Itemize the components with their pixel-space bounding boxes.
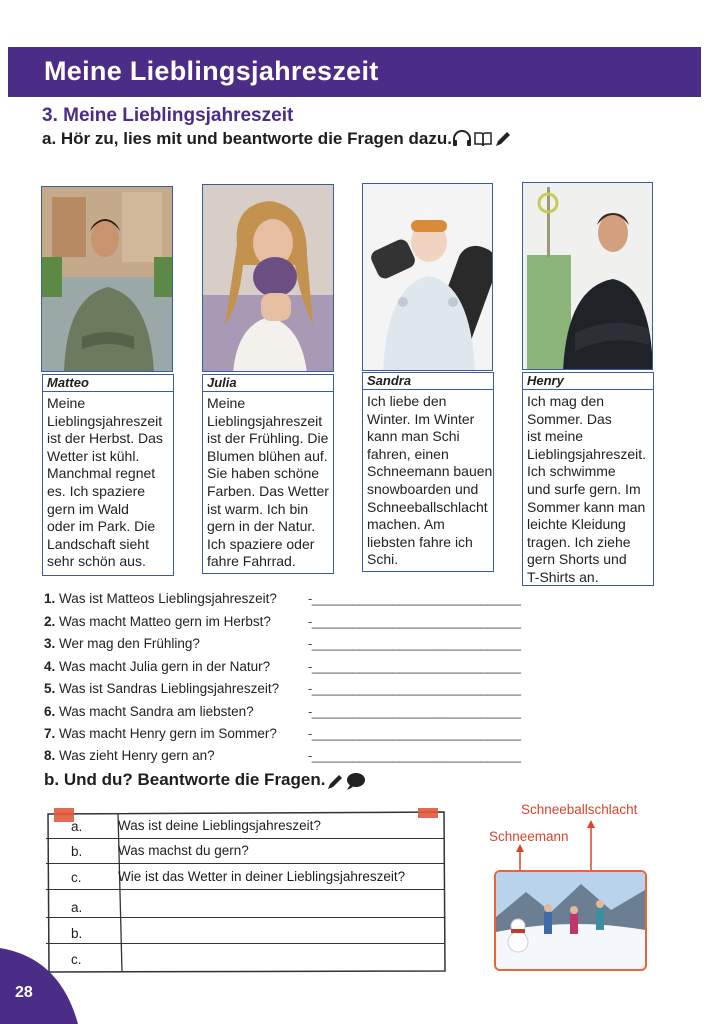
table-row: b. Was machst du gern? [46,839,444,864]
card-name: Sandra [362,372,494,390]
book-icon [475,133,491,146]
card-name: Henry [522,372,654,390]
table-row: a. Was ist deine Lieblingsjahreszeit? [46,814,444,839]
page-corner [0,948,78,1024]
card-name: Julia [202,374,334,392]
card-name: Matteo [42,374,174,392]
task-b-instruction: b. Und du? Beantworte die Fragen. [44,770,326,789]
photo-julia [202,184,334,372]
speech-bubble-icon [347,773,365,790]
question-3: 3. Wer mag den Frühling? [44,636,200,651]
answer-line-8[interactable]: -_______________________________ [308,748,521,763]
banner-title: Meine Lieblingsjahreszeit [44,56,379,86]
label-schneeballschlacht: Schneeballschlacht [521,802,638,817]
question-4: 4. Was macht Julia gern in der Natur? [44,659,271,674]
answer-line-4[interactable]: -_______________________________ [308,659,521,674]
photo-sandra [362,183,493,371]
label-schneemann: Schneemann [489,829,569,844]
question-7: 7. Was macht Henry gern im Sommer? [44,726,277,741]
question-1: 1. Was ist Matteos Lieblingsjahreszeit? [44,591,277,606]
answer-line-7[interactable]: -_______________________________ [308,726,521,741]
pencil-icon [496,132,510,146]
answer-line-1[interactable]: -_______________________________ [308,591,521,606]
section-title: 3. Meine Lieblingsjahreszeit [42,105,294,126]
table-row: c. Wie ist das Wetter in deiner Lieblingsjahreszeit? [46,864,444,890]
card-text: Ich mag den Sommer. Das ist meine Lieblingsjahreszeit. Ich schwimme und surfe gern. Im Sommer kann man leichte Kleidung tragen. Ich ziehe gern Shorts und T-Shirts an. [522,390,654,586]
answer-line-5[interactable]: -_______________________________ [308,681,521,696]
table-row[interactable]: c. [71,952,82,967]
photo-matteo [41,186,173,372]
answer-line-3[interactable]: -_______________________________ [308,636,521,651]
question-6: 6. Was macht Sandra am liebsten? [44,704,254,719]
title-banner [8,47,701,97]
table-row[interactable]: b. [46,918,444,944]
question-2: 2. Was macht Matteo gern im Herbst? [44,614,271,629]
page-number: 28 [15,984,33,1001]
card-text: Ich liebe den Winter. Im Winter kann man Schi fahren, einen Schneemann bauen snowboarden und Schneeballschlacht machen. Am liebsten fahre ich Schi. [362,390,494,572]
headphones-icon [453,131,471,146]
pencil-icon [328,775,342,789]
photo-henry [522,182,653,370]
write-speak-icons [326,770,366,792]
table-row[interactable]: a. [46,890,444,918]
winter-photo [494,870,647,971]
card-text: Meine Lieblingsjahreszeit ist der Frühling. Die Blumen blühen auf. Sie haben schöne Farben. Das Wetter ist warm. Ich bin gern in der Natur. Ich spaziere oder fahre Fahrrad. [202,392,334,574]
card-text: Meine Lieblingsjahreszeit ist der Herbst. Das Wetter ist kühl. Manchmal regnet es. Ich spaziere gern im Wald oder im Park. Die Landschaft sieht sehr schön aus. [42,392,174,576]
answer-table [46,808,448,974]
question-5: 5. Was ist Sandras Lieblingsjahreszeit? [44,681,280,696]
listen-read-write-icons [452,127,512,149]
task-a-instruction: a. Hör zu, lies mit und beantworte die Fragen dazu. [42,129,452,148]
answer-line-2[interactable]: -_______________________________ [308,614,521,629]
answer-line-6[interactable]: -_______________________________ [308,704,521,719]
question-8: 8. Was zieht Henry gern an? [44,748,215,763]
